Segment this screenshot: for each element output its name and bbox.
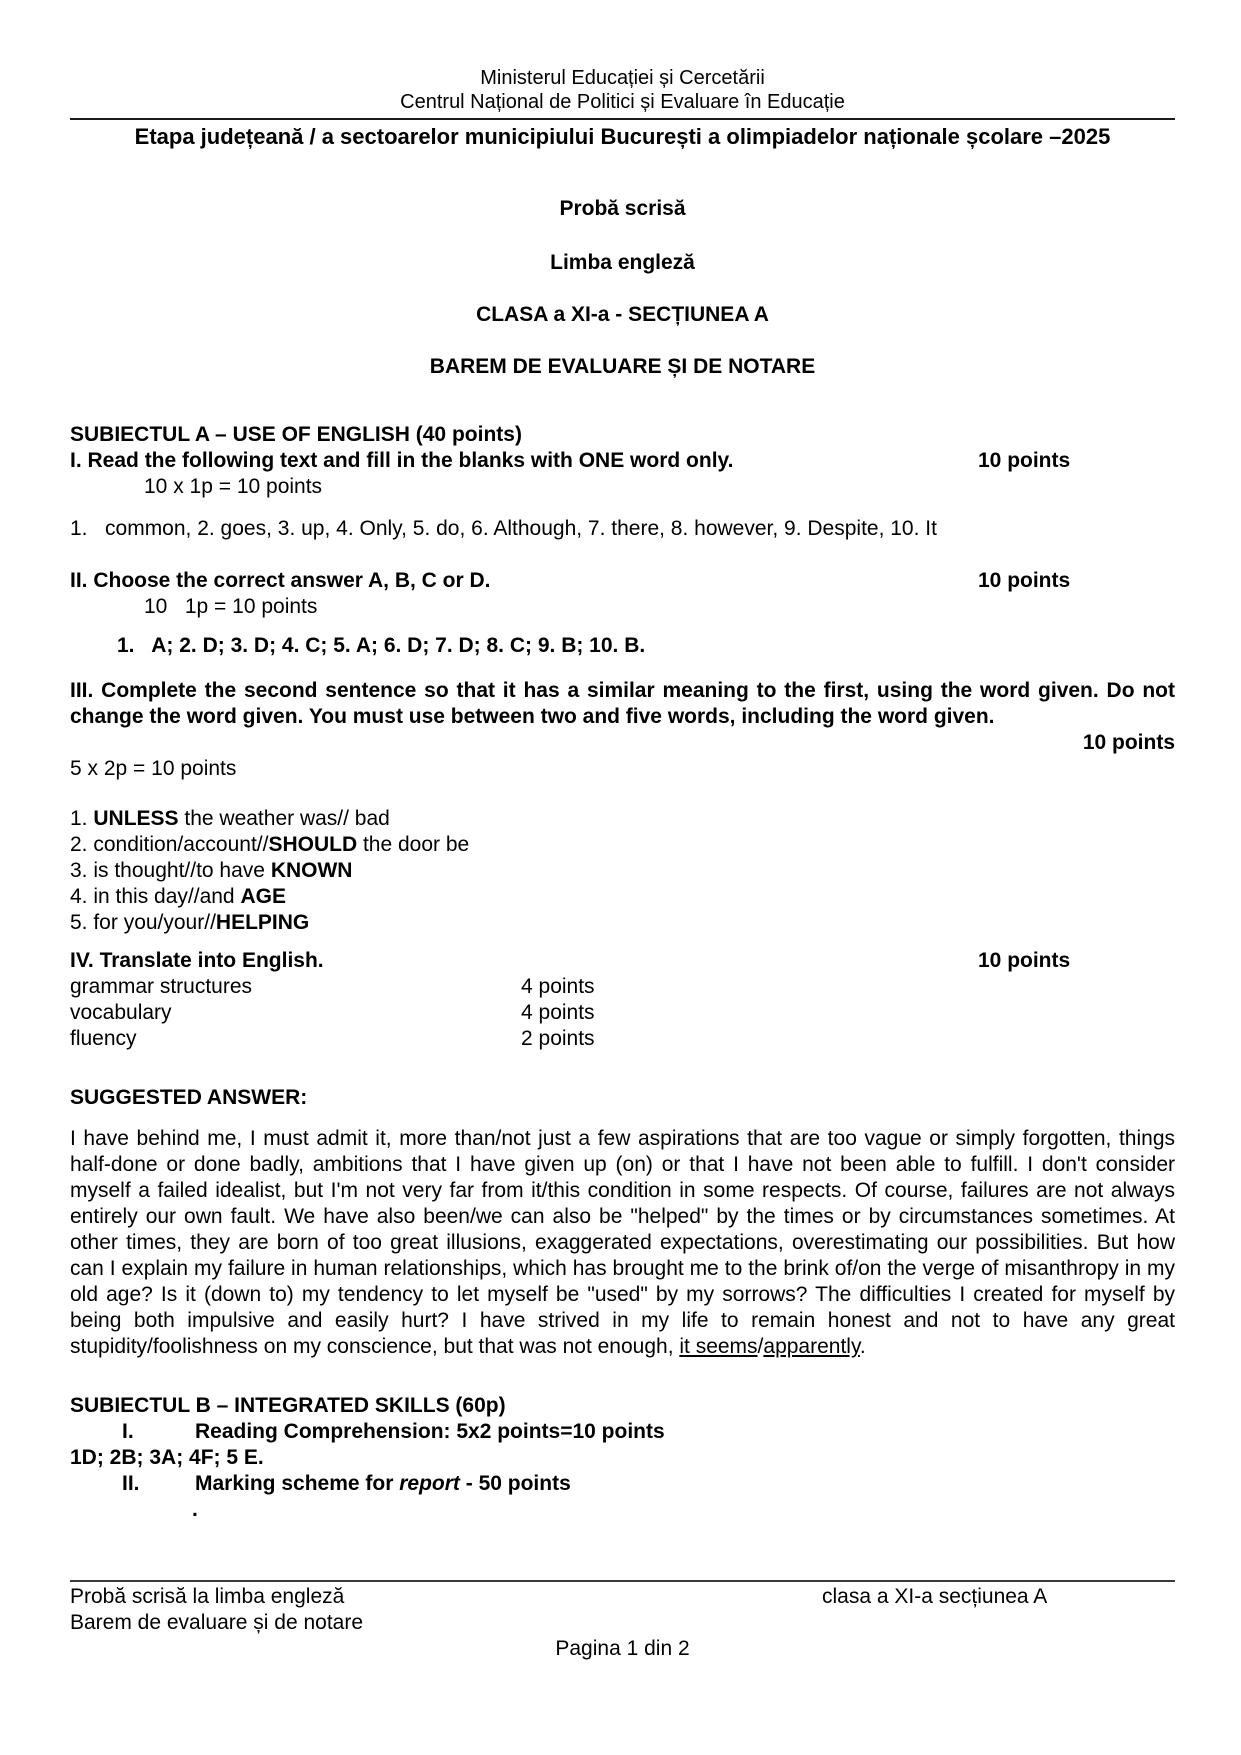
criteria-points: 4 points xyxy=(521,1001,595,1024)
task2-answers: 1. A; 2. D; 3. D; 4. C; 5. A; 6. D; 7. D; 8. C; 9. B; 10. B. xyxy=(117,634,646,657)
criteria-row-grammar xyxy=(70,974,1175,1000)
task3-answer-5: 5. for you/your//HELPING xyxy=(70,911,310,934)
ministry-line-2: Centrul Național de Politici și Evaluare în Educație xyxy=(400,91,845,113)
title-limba-engleza: Limba engleză xyxy=(550,251,695,274)
title-barem: BAREM DE EVALUARE ȘI DE NOTARE xyxy=(429,355,816,378)
task4-points: 10 points xyxy=(978,949,1071,972)
task1-label: I. Read the following text and fill in the blanks with ONE word only. xyxy=(70,449,734,472)
page-footer xyxy=(70,1580,1175,1662)
task3-answer-4: 4. in this day//and AGE xyxy=(70,885,286,908)
task4-row xyxy=(70,948,1175,974)
task3-label: III. Complete the second sentence so that it has a similar meaning to the first, using the word given. Do not change the word given. You must use between two and five words, including the word given. xyxy=(70,679,1175,728)
suggested-answer-paragraph: I have behind me, I must admit it, more than/not just a few aspirations that are too vague or simply forgotten, things half-done or done badly, ambitions that I have given up (on) or that I have not been able to fulfill. I don't consider myself a failed idealist, but I'm not very far from it/this condition in some respects. Of course, failures are not always entirely our own fault. We have also been/we can also be "helped" by the times or by circumstances sometimes. At other times, they are born of too great illusions, exaggerated expectations, overestimating our possibilities. But how can I explain my failure in human relationships, which has brought me to the brink of/on the verge of misanthropy in my old age? Is it (down to) my tendency to let myself be "used" by my sorrows? The difficulties I created for myself by being both impulsive and easily hurt? I have strived in my life to remain honest and not to have any great stupidity/foolishness on my conscience, but that was not enough, it seems/apparently. xyxy=(70,1127,1175,1358)
footer-divider xyxy=(70,1580,1175,1582)
criteria-points: 4 points xyxy=(521,975,595,998)
criteria-row-vocabulary xyxy=(70,1000,1175,1026)
item-number: II. xyxy=(122,1472,140,1495)
task4-label: IV. Translate into English. xyxy=(70,949,324,972)
task3-answers xyxy=(70,806,1175,936)
task3-points: 10 points xyxy=(1082,731,1175,754)
task2-label: II. Choose the correct answer A, B, C or D. xyxy=(70,569,491,592)
ministry-line-1: Ministerul Educației și Cercetării xyxy=(480,67,765,89)
subiect-b-item-2 xyxy=(122,1471,1175,1497)
footer-class-label: clasa a XI-a secțiunea A xyxy=(822,1585,1048,1608)
item-number: I. xyxy=(122,1420,134,1443)
task1-row xyxy=(70,448,1175,474)
stray-period: . xyxy=(192,1498,198,1521)
item-label: Reading Comprehension: 5x2 points=10 points xyxy=(195,1420,665,1443)
subiect-b-reading-answers: 1D; 2B; 3A; 4F; 5 E. xyxy=(70,1446,264,1469)
task1-scoring: 10 x 1p = 10 points xyxy=(144,475,323,498)
footer-left-line-1: Probă scrisă la limba engleză xyxy=(70,1585,345,1608)
item-label: Marking scheme for report - 50 points xyxy=(195,1472,571,1495)
task1-answers: 1. common, 2. goes, 3. up, 4. Only, 5. do, 6. Although, 7. there, 8. however, 9. Despite, 10. It xyxy=(70,517,937,540)
criteria-name: fluency xyxy=(70,1027,137,1050)
suggested-answer-heading: SUGGESTED ANSWER: xyxy=(70,1086,308,1109)
page-number: Pagina 1 din 2 xyxy=(555,1637,690,1660)
title-clasa-sectiunea: CLASA a XI-a - SECȚIUNEA A xyxy=(476,303,769,326)
task2-scoring: 10 1p = 10 points xyxy=(144,595,318,618)
footer-left-line-2: Barem de evaluare și de notare xyxy=(70,1611,364,1634)
criteria-name: grammar structures xyxy=(70,975,253,998)
title-proba-scrisa: Probă scrisă xyxy=(559,197,686,220)
task3-answer-2: 2. condition/account//SHOULD the door be xyxy=(70,833,470,856)
task3-scoring: 5 x 2p = 10 points xyxy=(70,757,237,780)
stage-title: Etapa județeană / a sectoarelor municipiului București a olimpiadelor naționale școlare –2025 xyxy=(134,124,1111,149)
criteria-points: 2 points xyxy=(521,1027,595,1050)
criteria-name: vocabulary xyxy=(70,1001,172,1024)
subiect-b-item-1 xyxy=(122,1419,1175,1445)
subiect-a-heading: SUBIECTUL A – USE OF ENGLISH (40 points) xyxy=(70,423,522,446)
subiect-b-heading: SUBIECTUL B – INTEGRATED SKILLS (60p) xyxy=(70,1394,506,1417)
task3-answer-3: 3. is thought//to have KNOWN xyxy=(70,859,353,882)
task2-row xyxy=(70,568,1175,594)
criteria-row-fluency xyxy=(70,1026,1175,1052)
task1-points: 10 points xyxy=(978,449,1071,472)
header-divider xyxy=(70,118,1175,120)
footer-row-1 xyxy=(70,1584,1175,1610)
task2-points: 10 points xyxy=(978,569,1071,592)
task3-answer-1: 1. UNLESS the weather was// bad xyxy=(70,807,390,830)
